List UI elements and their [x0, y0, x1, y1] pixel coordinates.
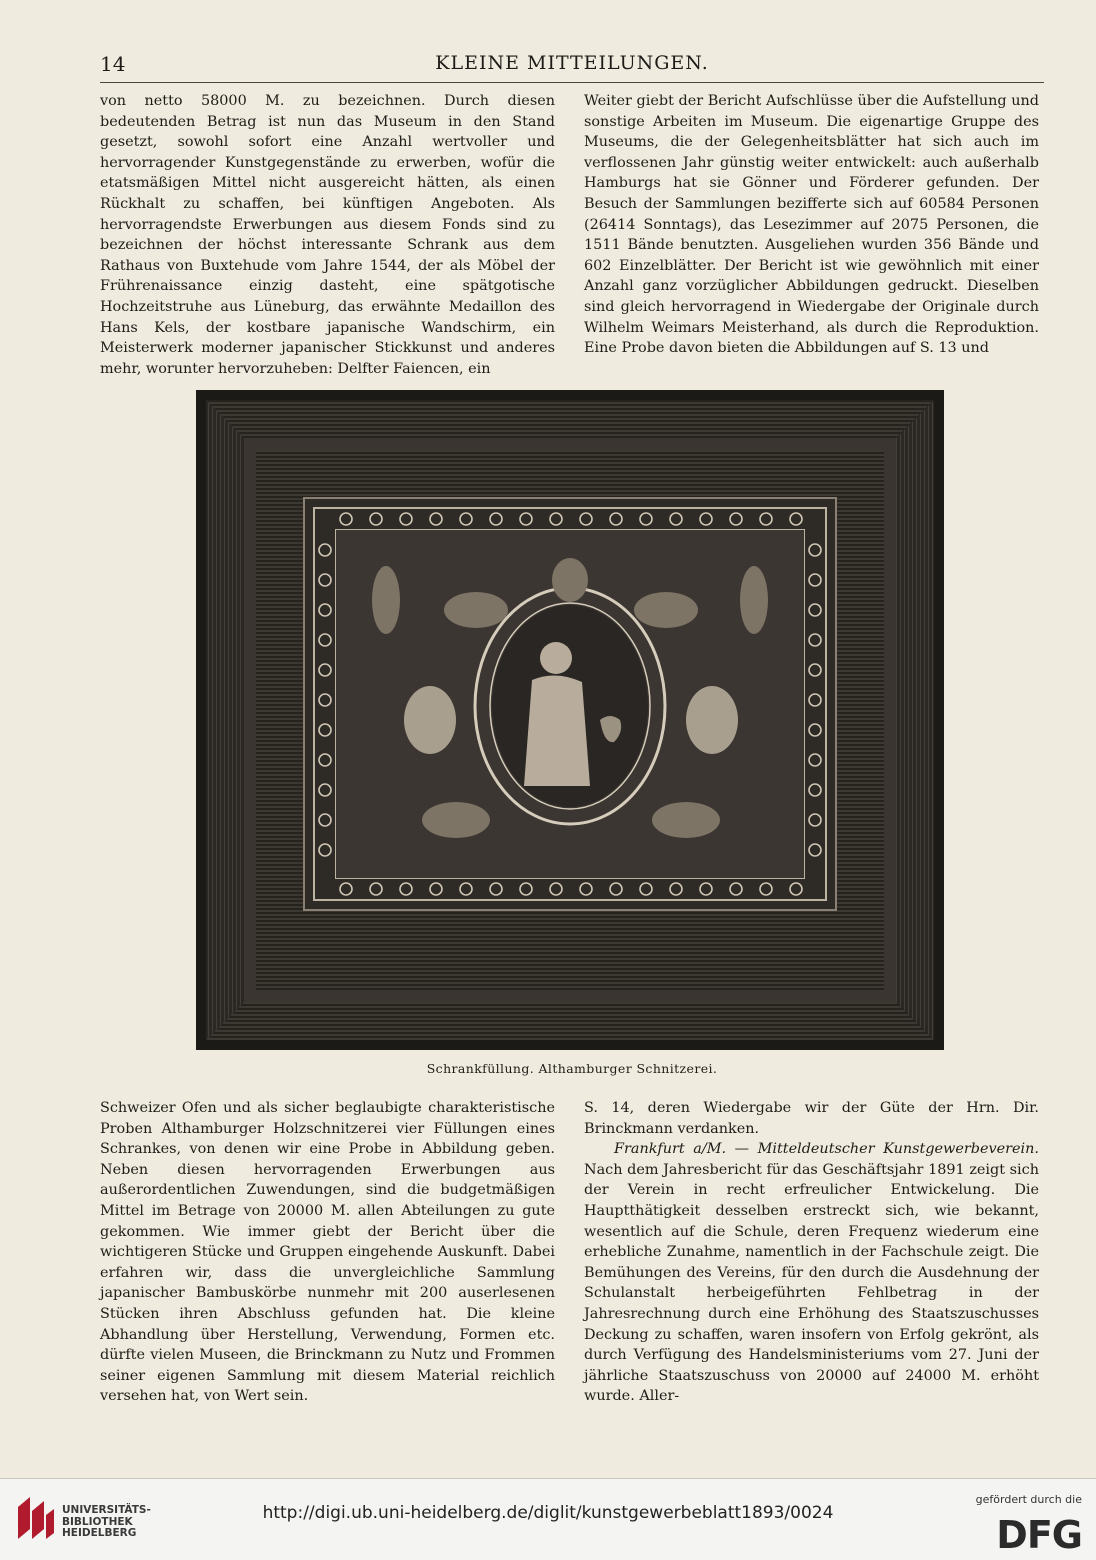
- page-header: [100, 52, 1044, 78]
- library-line: BIBLIOTHEK: [62, 1515, 133, 1528]
- running-title: KLEINE MITTEILUNGEN.: [435, 52, 709, 74]
- frame-bottom-bevel: [206, 1002, 934, 1040]
- page-number: 14: [100, 52, 126, 76]
- paragraph: von netto 58000 M. zu bezeichnen. Durch diesen bedeutenden Betrag ist nun das Museum in den Stand gesetzt, sowohl sofort eine Anzahl wertvoller und hervorragender Kunstgegenstände zu erwerben, wofür die etatsmäßigen Mittel nicht ausgereicht hätten, als einen Rückhalt zu schaffen, bei künftigen Angeboten. Als hervorragendste Erwerbungen aus diesem Fonds sind zu bezeichnen der höchst interessante Schrank aus dem Rathaus von Buxtehude vom Jahre 1544, der als Möbel der Frührenaissance einzig dasteht, eine spätgotische Hochzeitstruhe aus Lüneburg, das erwähnte Medaillon des Hans Kels, der kostbare japanische Wandschirm, ein Meisterwerk moderner japanischer Stickkunst und anderes mehr, worunter hervorzuheben: Delfter Faiencen, ein: [100, 93, 555, 377]
- carved-panel-illustration: [196, 390, 944, 1050]
- library-line: UNIVERSITÄTS-: [62, 1504, 151, 1516]
- paragraph-text: Nach dem Jahresbericht für das Geschäftsjahr 1891 zeigt sich der Verein in recht erfreulicher Entwickelung. Die Hauptthätigkeit desselben erstreckt sich, wie bekannt, wesentlich auf die Schule, deren Frequenz wiederum eine erhebliche Zunahme, namentlich in der Fachschule zeigt. Die Bemühungen des Vereins, für den durch die Ausdehnung der Schulanstalt herbeigeführten Fehlbetrag in der Jahresrechnung durch eine Erhöhung des Staatszuschusses Deckung zu schaffen, waren insofern von Erfolg gekrönt, als durch Verfügung des Handelsministeriums vom 27. Juni der jährliche Staatszuschuss von 20000 auf 24000 M. erhöht wurde. Aller-: [584, 1161, 1039, 1405]
- place-name: Frankfurt a/M.: [614, 1141, 727, 1158]
- figure-caption: Schrankfüllung. Althamburger Schnitzerei.: [426, 1061, 718, 1076]
- header-rule: [100, 82, 1044, 83]
- dash: —: [726, 1141, 758, 1158]
- digitization-footer: [0, 1478, 1096, 1560]
- frame-left-bevel: [206, 400, 244, 1040]
- frame-right-bevel: [896, 400, 934, 1040]
- permalink-url[interactable]: http://digi.ub.uni-heidelberg.de/diglit/kunstgewerbeblatt1893/0024: [262, 1503, 834, 1523]
- paragraph: Schweizer Ofen und als sicher beglaubigte charakteristische Proben Althamburger Holzschnitzerei vier Füllungen eines Schrankes, von denen wir eine Probe in Abbildung geben. Neben diesen hervorragenden Erwerbungen aus außerordentlichen Zuwendungen, sind die budgetmäßigen Mittel im Betrage von 20000 M. allen Abteilungen zu gute gekommen. Wie immer giebt der Bericht über die wichtigeren Stücke und Gruppen eingehende Auskunft. Dabei erfahren wir, dass die unvergleichliche Sammlung japanischer Bambuskörbe nunmehr mit 200 auserlesenen Stücken ihren Abschluss gefunden hat. Die kleine Abhandlung über Herstellung, Verwendung, Formen etc. dürfte vielen Museen, die Brinckmann zu Nutz und Frommen seiner eigenen Sammlung mit diesem Material reichlich versehen hat, von Wert sein.: [100, 1100, 555, 1405]
- frame-top-bevel: [206, 400, 934, 438]
- dfg-logo: DFG: [996, 1513, 1082, 1557]
- society-name: Mitteldeutscher Kunstgewerbeverein.: [757, 1141, 1039, 1158]
- column-right-top: [584, 91, 1039, 359]
- library-line: HEIDELBERG: [62, 1527, 137, 1539]
- column-right-bottom: [584, 1098, 1039, 1407]
- column-left-bottom: [100, 1098, 555, 1407]
- funding-note: gefördert durch die: [975, 1493, 1082, 1506]
- column-left-top: [100, 91, 555, 379]
- paragraph: S. 14, deren Wiedergabe wir der Güte der Hrn. Dir. Brinckmann verdanken.: [584, 1100, 1039, 1137]
- paragraph-frankfurt: [584, 1139, 1039, 1407]
- paragraph: Weiter giebt der Bericht Aufschlüsse über die Aufstellung und sonstige Arbeiten im Museum. Die eigenartige Gruppe des Museums, die der Gelegenheitsblätter hat sich auch im verflossenen Jahr günstig weiter entwickelt: auch außerhalb Hamburgs hat sie Gönner und Förderer gefunden. Der Besuch der Sammlungen bezifferte sich auf 60584 Personen (26414 Sonntags), das Lesezimmer auf 2075 Personen, die 1511 Bände benutzten. Ausgeliehen wurden 356 Bände und 602 Einzelblätter. Der Bericht ist wie gewöhnlich mit einer Anzahl ganz vorzüglicher Abbildungen gedruckt. Dieselben sind gleich hervorragend in Wiedergabe der Originale durch Wilhelm Weimars Meisterhand, als durch die Reproduktion. Eine Probe davon bieten die Abbildungen auf S. 13 und: [584, 93, 1039, 357]
